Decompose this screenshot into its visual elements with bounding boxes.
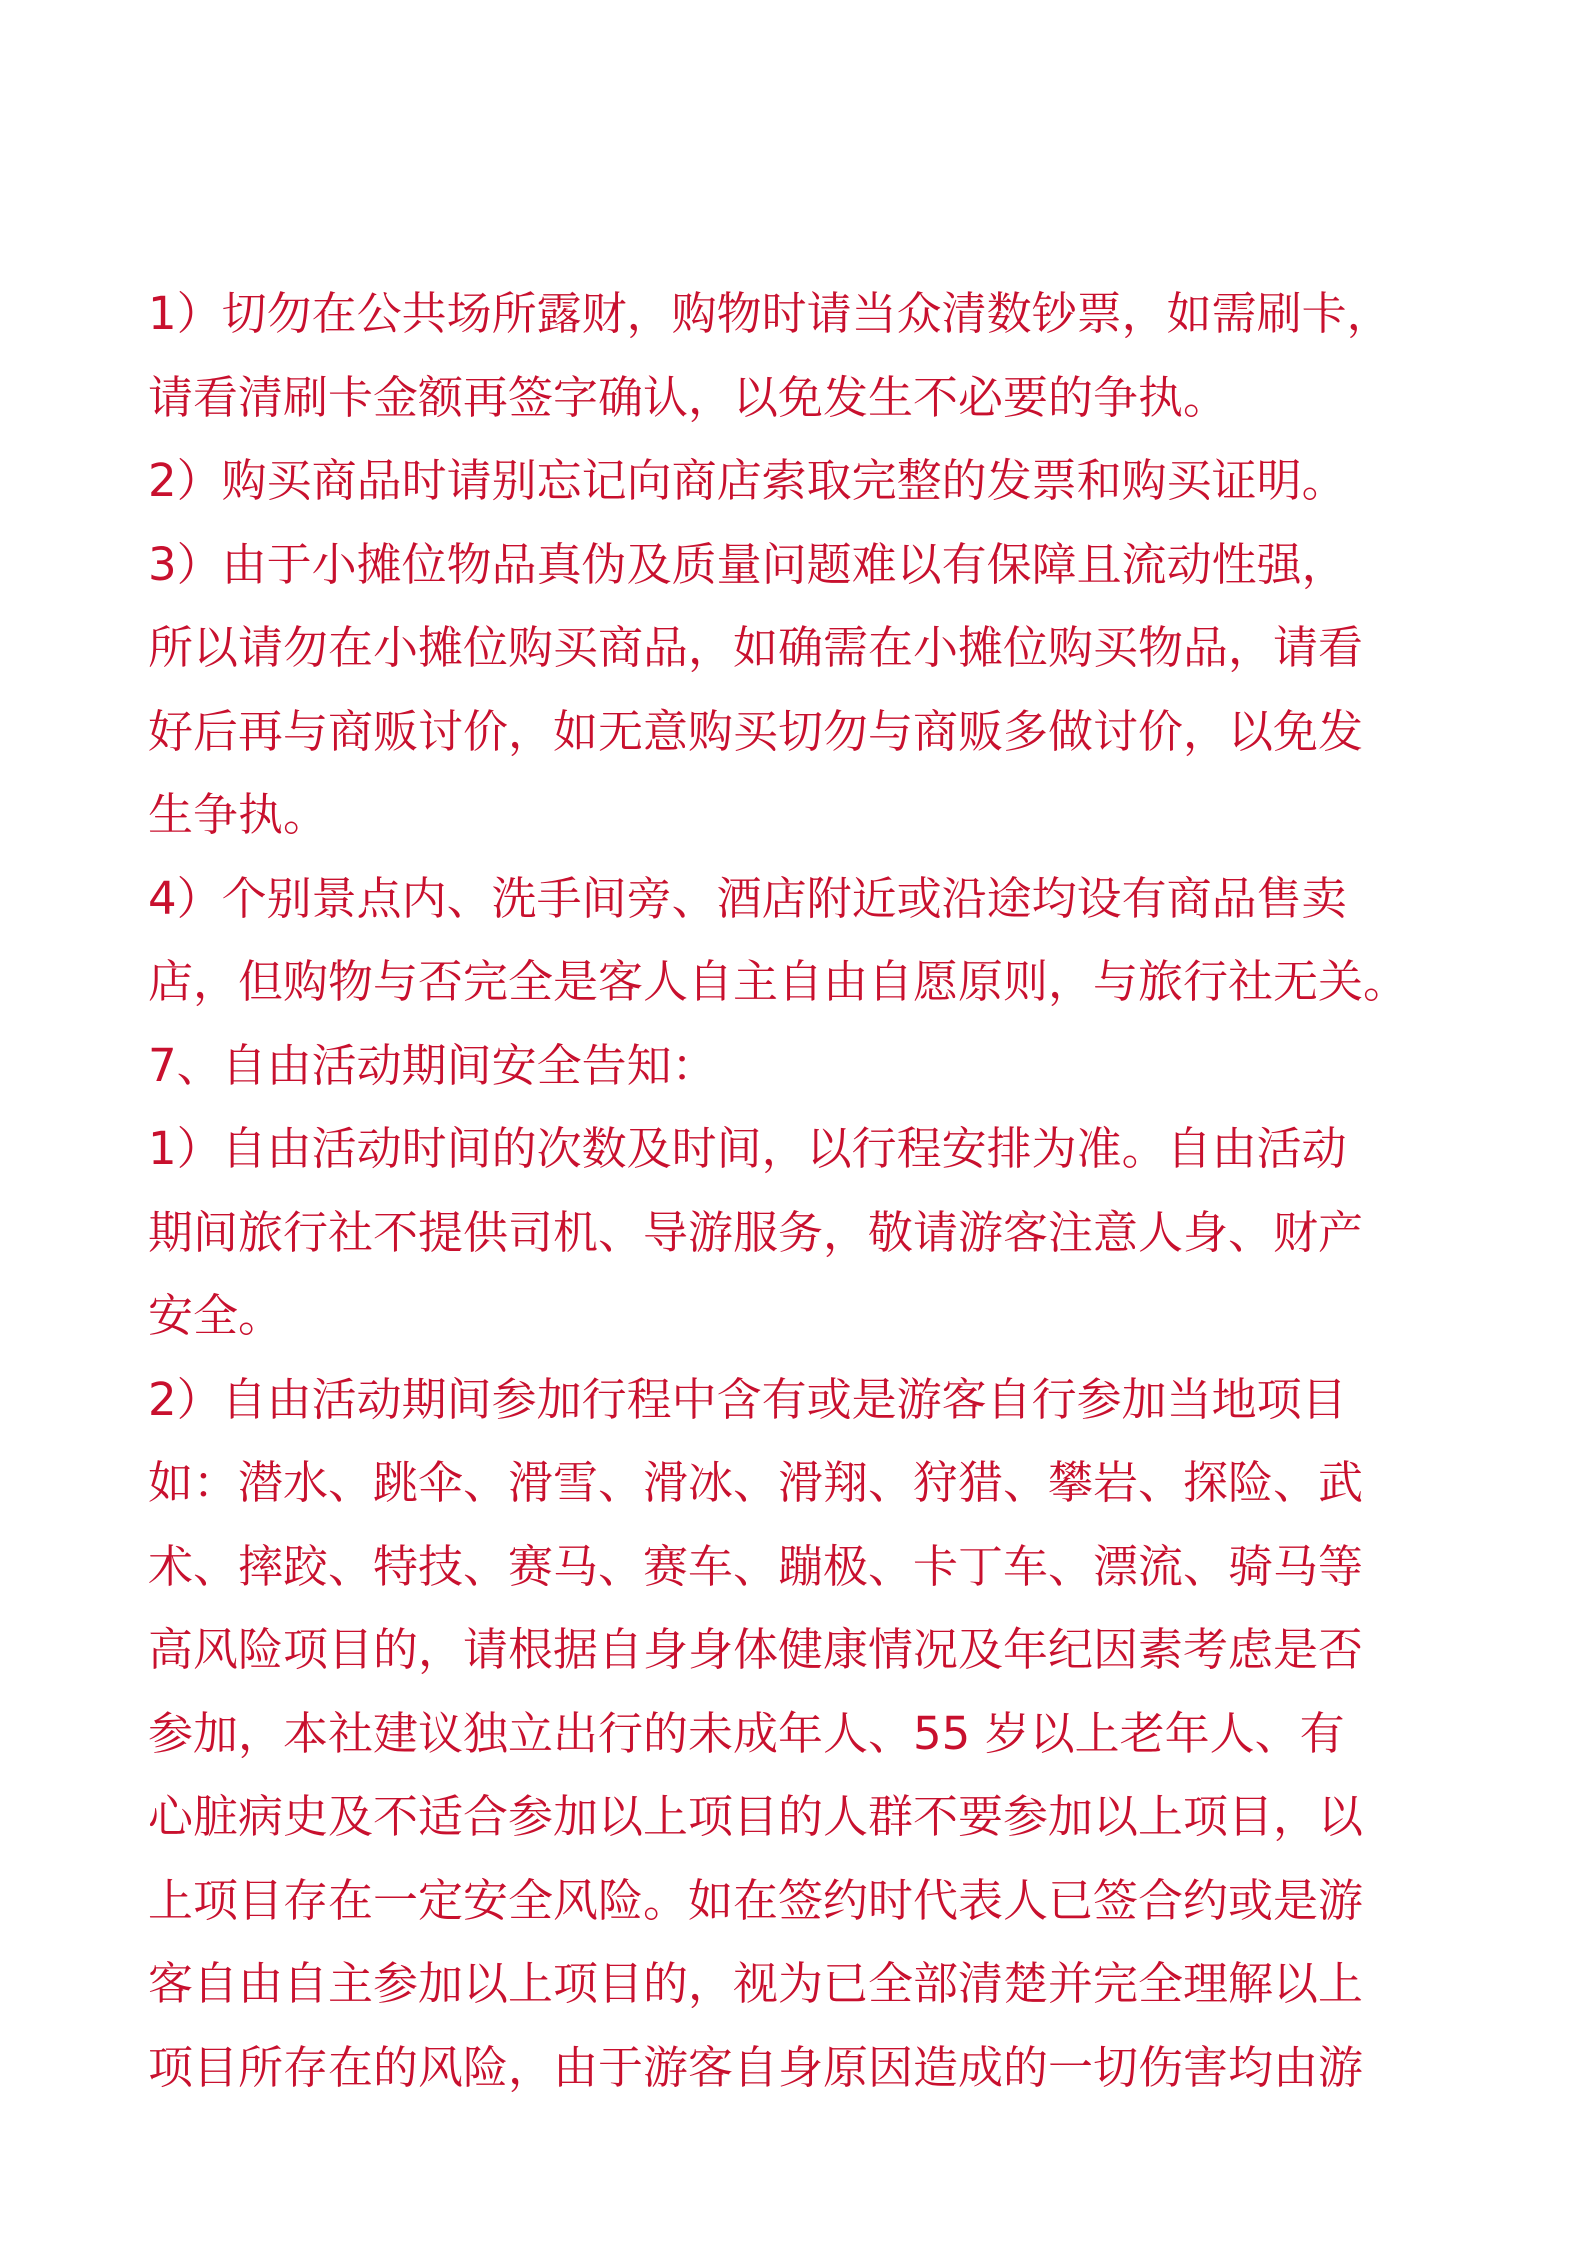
text-line: 1）自由活动时间的次数及时间，以行程安排为准。自由活动 <box>148 1122 1347 1175</box>
text-line: 项目所存在的风险，由于游客自身原因造成的一切伤害均由游 <box>148 2040 1364 2094</box>
text-line: 上项目存在一定安全风险。如在签约时代表人已签合约或是游 <box>148 1873 1364 1927</box>
text-line: 如：潜水、跳伞、滑雪、滑冰、滑翔、狩猎、攀岩、探险、武 <box>148 1456 1364 1509</box>
text-line: 3）由于小摊位物品真伪及质量问题难以有保障且流动性强， <box>148 537 1347 591</box>
text-line: 术、摔跤、特技、赛马、赛车、蹦极、卡丁车、漂流、骑马等 <box>148 1539 1364 1593</box>
text-line: 2）购买商品时请别忘记向商店索取完整的发票和购买证明。 <box>148 454 1347 507</box>
text-line: 高风险项目的，请根据自身身体健康情况及年纪因素考虑是否 <box>148 1623 1364 1676</box>
text-line: 所以请勿在小摊位购买商品，如确需在小摊位购买物品，请看 <box>148 621 1364 674</box>
section-heading: 7、自由活动期间安全告知： <box>148 1038 717 1092</box>
text-line: 2）自由活动期间参加行程中含有或是游客自行参加当地项目 <box>148 1372 1347 1426</box>
text-line: 店，但购物与否完全是客人自主自由自愿原则，与旅行社无关。 <box>148 955 1409 1008</box>
text-line: 客自由自主参加以上项目的，视为已全部清楚并完全理解以上 <box>148 1957 1364 2010</box>
text-line: 好后再与商贩讨价，如无意购买切勿与商贩多做讨价，以免发 <box>148 704 1364 758</box>
text-line: 4）个别景点内、洗手间旁、酒店附近或沿途均设有商品售卖 <box>148 871 1347 925</box>
text-line: 安全。 <box>148 1289 284 1342</box>
text-line: 1）切勿在公共场所露财，购物时请当众清数钞票，如需刷卡， <box>148 287 1392 340</box>
text-line: 期间旅行社不提供司机、导游服务，敬请游客注意人身、财产 <box>148 1205 1364 1259</box>
text-line: 参加，本社建议独立出行的未成年人、55 岁以上老年人、有 <box>148 1706 1345 1760</box>
text-line: 请看清刷卡金额再签字确认，以免发生不必要的争执。 <box>148 370 1229 424</box>
text-line: 生争执。 <box>148 788 329 841</box>
document-body <box>148 272 1440 2109</box>
text-line: 心脏病史及不适合参加以上项目的人群不要参加以上项目，以 <box>148 1790 1364 1843</box>
